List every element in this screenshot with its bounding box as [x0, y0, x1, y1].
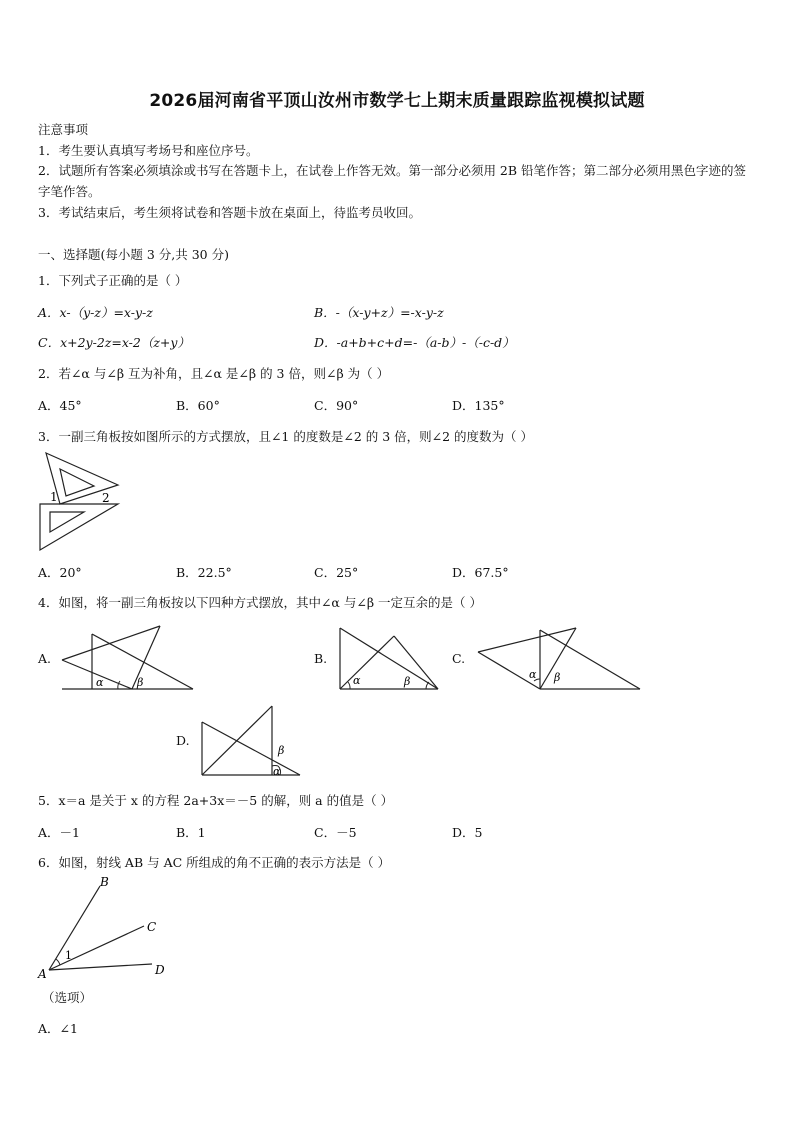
- q3-option-b: B．22.5°: [176, 565, 232, 580]
- notice-item-3: 3．考试结束后，考生须将试卷和答题卡放在桌面上，待监考员收回。: [38, 205, 421, 220]
- q6-figure: [36, 874, 176, 984]
- q4b-beta: β: [404, 675, 411, 688]
- q4a-beta: β: [137, 676, 144, 689]
- q4a-alpha: α: [96, 676, 104, 689]
- q2-stem: 2．若∠α 与∠β 互为补角，且∠α 是∠β 的 3 倍，则∠β 为（ ）: [38, 366, 390, 381]
- q5-option-b: B．1: [176, 825, 206, 840]
- q4c-beta: β: [554, 671, 561, 684]
- q4-option-b-label: B.: [314, 651, 328, 666]
- q3-label-1: 1: [50, 490, 58, 504]
- q3-figure: [36, 450, 146, 554]
- q2-option-c: C．90°: [314, 398, 359, 413]
- q5-stem: 5．x＝a 是关于 x 的方程 2a+3x＝－5 的解，则 a 的值是（ ）: [38, 793, 394, 808]
- q4c-alpha: α: [529, 668, 537, 681]
- q6-label-d: D: [155, 963, 165, 977]
- q4-option-d-label: D.: [176, 733, 190, 748]
- q4d-beta: β: [278, 744, 285, 757]
- q1-option-a: A．x-（y-z）=x-y-z: [38, 305, 153, 320]
- q4-option-c-label: C.: [452, 651, 466, 666]
- q5-option-a: A．－1: [38, 825, 80, 840]
- notice-heading: 注意事项: [38, 122, 89, 137]
- q3-stem: 3．一副三角板按如图所示的方式摆放，且∠1 的度数是∠2 的 3 倍，则∠2 的度数为（ ）: [38, 429, 534, 444]
- q4-figure-d: [198, 704, 304, 778]
- q1-option-b: B．-（x-y+z）=-x-y-z: [314, 305, 444, 320]
- q2-option-d: D．135°: [452, 398, 505, 413]
- q6-label-1: 1: [65, 949, 72, 962]
- q2-option-b: B．60°: [176, 398, 220, 413]
- notice-item-1: 1．考生要认真填写考场号和座位序号。: [38, 143, 259, 158]
- q3-option-d: D．67.5°: [452, 565, 509, 580]
- q6-label-c: C: [147, 920, 157, 934]
- q6-stem: 6．如图，射线 AB 与 AC 所组成的角不正确的表示方法是（ ）: [38, 855, 391, 870]
- notice-item-2: 2．试题所有答案必须填涂或书写在答题卡上，在试卷上作答无效。第一部分必须用 2B 铅笔作答；第二部分必须用黑色字迹的签字笔作答。: [38, 163, 747, 199]
- q6-option-a: A．∠1: [38, 1021, 78, 1036]
- q3-option-c: C．25°: [314, 565, 359, 580]
- q4b-alpha: α: [353, 674, 361, 687]
- q3-label-2: 2: [102, 491, 110, 505]
- page-title: 2026届河南省平顶山汝州市数学七上期末质量跟踪监视模拟试题: [149, 91, 645, 111]
- q2-option-a: A．45°: [38, 398, 82, 413]
- q1-option-d: D．-a+b+c+d=-（a-b）-（-c-d）: [314, 335, 515, 350]
- q5-option-c: C．－5: [314, 825, 357, 840]
- q4-figure-a: [60, 624, 196, 692]
- q3-option-a: A．20°: [38, 565, 82, 580]
- q4-figure-c: [476, 626, 642, 692]
- section-heading: 一、选择题(每小题 3 分,共 30 分): [38, 247, 229, 262]
- q4d-alpha: α: [273, 765, 281, 778]
- q6-caption: （选项）: [42, 990, 93, 1005]
- q6-label-a: A: [38, 967, 47, 981]
- q4-stem: 4．如图，将一副三角板按以下四种方式摆放，其中∠α 与∠β 一定互余的是（ ）: [38, 595, 482, 610]
- q1-stem: 1．下列式子正确的是（ ）: [38, 273, 188, 288]
- q4-figure-b: [336, 626, 442, 692]
- q1-option-c: C．x+2y-2z=x-2（z+y）: [38, 335, 190, 350]
- q4-option-a-label: A.: [38, 651, 52, 666]
- q6-label-b: B: [100, 875, 109, 889]
- q5-option-d: D．5: [452, 825, 483, 840]
